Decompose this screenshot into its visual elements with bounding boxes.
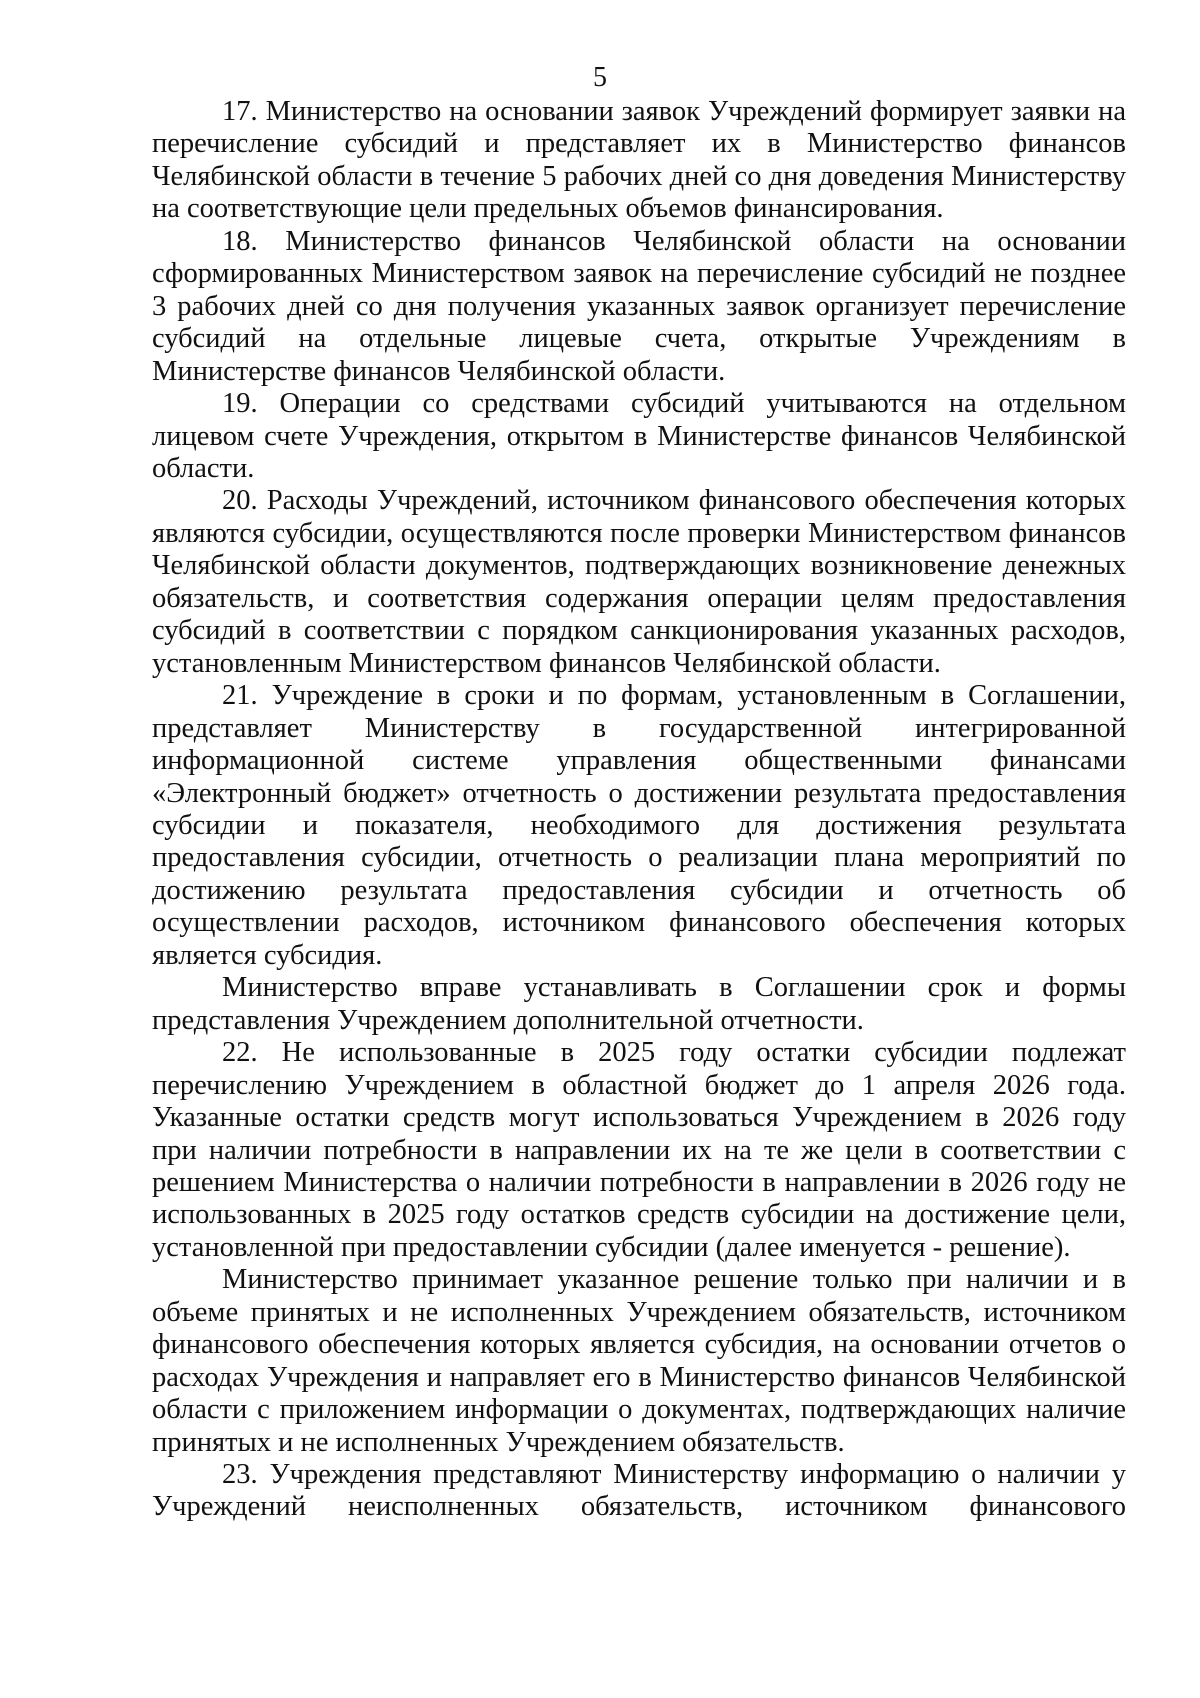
paragraph-17: 17. Министерство на основании заявок Учреждений формирует заявки на перечисление субсидий и представляет их в Министерство финансов Челябинской области в течение 5 рабочих дней со дня доведения Министерству на соответствующие цели предельных объемов финансирования. (152, 96, 1126, 225)
paragraph-20: 20. Расходы Учреждений, источником финансового обеспечения которых являются субсидии, осуществляются после проверки Министерством финансов Челябинской области документов, подтверждающих возникновение денежных обязательств, и соответствия содержания операции целям предоставления субсидий в соответствии с порядком санкционирования указанных расходов, установленным Министерством финансов Челябинской области. (152, 485, 1126, 679)
paragraph-19: 19. Операции со средствами субсидий учитываются на отдельном лицевом счете Учреждения, открытом в Министерстве финансов Челябинской области. (152, 388, 1126, 484)
paragraph-21-continued: Министерство вправе устанавливать в Соглашении срок и формы представления Учреждением дополнительной отчетности. (152, 972, 1126, 1036)
paragraph-23: 23. Учреждения представляют Министерству информацию о наличии у Учреждений неисполненных обязательств, источником финансового (152, 1459, 1126, 1523)
paragraph-18: 18. Министерство финансов Челябинской области на основании сформированных Министерством заявок на перечисление субсидий не позднее 3 рабочих дней со дня получения указанных заявок организует перечисление субсидий на отдельные лицевые счета, открытые Учреждениям в Министерстве финансов Челябинской области. (152, 225, 1126, 387)
paragraph-21: 21. Учреждение в сроки и по формам, установленным в Соглашении, представляет Министерству в государственной интегрированной информационной системе управления общественными финансами «Электронный бюджет» отчетность о достижении результата предоставления субсидии и показателя, необходимого для достижения результата предоставления субсидии, отчетность о реализации плана мероприятий по достижению результата предоставления субсидии и отчетность об осуществлении расходов, источником финансового обеспечения которых является субсидия. (152, 680, 1126, 971)
paragraph-22: 22. Не использованные в 2025 году остатки субсидии подлежат перечислению Учреждением в областной бюджет до 1 апреля 2026 года. Указанные остатки средств могут использоваться Учреждением в 2026 году при наличии потребности в направлении их на те же цели в соответствии с решением Министерства о наличии потребности в направлении в 2026 году не использованных в 2025 году остатков средств субсидии на достижение цели, установленной при предоставлении субсидии (далее именуется - решение). (152, 1037, 1126, 1263)
document-body (152, 96, 1126, 1524)
paragraph-22-continued: Министерство принимает указанное решение только при наличии и в объеме принятых и не исполненных Учреждением обязательств, источником финансового обеспечения которых является субсидия, на основании отчетов о расходах Учреждения и направляет его в Министерство финансов Челябинской области с приложением информации о документах, подтверждающих наличие принятых и не исполненных Учреждением обязательств. (152, 1264, 1126, 1458)
page-number: 5 (593, 62, 607, 93)
